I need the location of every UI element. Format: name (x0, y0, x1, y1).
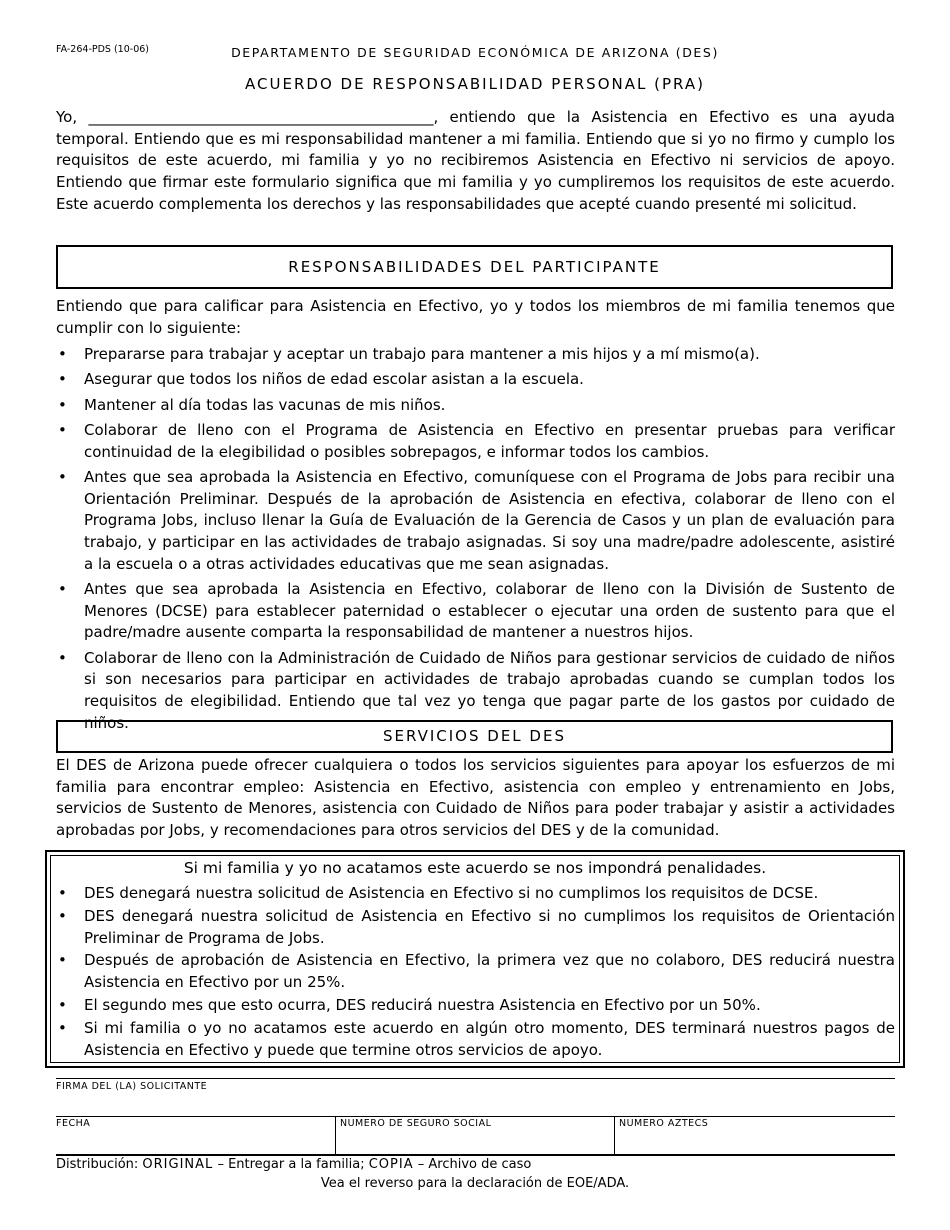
list-item: • Antes que sea aprobada la Asistencia en Efectivo, comuníquese con el Programa de Jobs para recibir una Orientación Preliminar. Después de la aprobación de Asistencia en efectiva, colaborar de lleno con el Programa Jobs, incluso llenar la Guía de Evaluación de la Gerencia de Casos y un plan de evaluación para trabajo, y participar en las actividades de trabajo asignadas. Si soy una madre/padre adolescente, asistiré a la escuela o a otras actividades educativas que me sean asignadas. (56, 467, 895, 576)
list-item: • Colaborar de lleno con la Administración de Cuidado de Niños para gestionar servicios de cuidado de niños si son necesarios para participar en actividades de trabajo aprobadas cuando se cumplan todos los requisitos de elegibilidad. Entiendo que tal vez yo tenga que pagar parte de los gastos por cuidado de niños. (56, 648, 895, 735)
field-separator (614, 1116, 615, 1155)
list-item: • DES denegará nuestra solicitud de Asistencia en Efectivo si no cumplimos los requisitos de DCSE. (56, 883, 895, 905)
list-item: • Mantener al día todas las vacunas de mis niños. (56, 395, 895, 417)
copy-text: – Archivo de caso (417, 1157, 532, 1172)
aztecs-label: NUMERO AZTECS (619, 1118, 709, 1129)
list-item: • DES denegará nuestra solicitud de Asistencia en Efectivo si no cumplimos los requisitos de Orientación Preliminar de Programa de Jobs. (56, 906, 895, 949)
participant-list (56, 344, 895, 738)
ssn-label: NUMERO DE SEGURO SOCIAL (340, 1118, 492, 1129)
bottom-rule (56, 1154, 895, 1156)
original-text: – Entregar a la familia; (217, 1157, 365, 1172)
list-item: • Colaborar de lleno con el Programa de Asistencia en Efectivo en presentar pruebas para verificar continuidad de la elegibilidad o posibles sobrepagos, e informar todos los cambios. (56, 420, 895, 463)
signature-label: FIRMA DEL (LA) SOLICITANTE (56, 1081, 208, 1092)
penalties-title: Si mi familia y yo no acatamos este acuerdo se nos impondrá penalidades. (183, 859, 767, 877)
list-item: • Si mi familia o yo no acatamos este acuerdo en algún otro momento, DES terminará nuestros pagos de Asistencia en Efectivo y puede que termine otros servicios de apoyo. (56, 1018, 895, 1061)
list-item: • Antes que sea aprobada la Asistencia en Efectivo, colaborar de lleno con la División de Sustento de Menores (DCSE) para establecer paternidad o establecer o ejecutar una orden de sustento para que el padre/madre ausente comparta la responsabilidad de mantener a nuestros hijos. (56, 579, 895, 644)
original-label: ORIGINAL (142, 1157, 214, 1172)
distribution-label: Distribución: (56, 1157, 139, 1172)
list-item: • Después de aprobación de Asistencia en Efectivo, la primera vez que no colaboro, DES reducirá nuestra Asistencia en Efectivo por un 25%. (56, 950, 895, 993)
services-paragraph: El DES de Arizona puede ofrecer cualquiera o todos los servicios siguientes para apoyar los esfuerzos de mi familia para encontrar empleo: Asistencia en Efectivo, asistencia con empleo y entrenamiento en Jobs, servicios de Sustento de Menores, asistencia con Cuidado de Niños para poder trabajar y asistir a actividades aprobadas por Jobs, y recomendaciones para otros servicios del DES y de la comunidad. (56, 756, 895, 840)
field-divider (56, 1116, 895, 1117)
list-item: • Asegurar que todos los niños de edad escolar asistan a la escuela. (56, 369, 895, 391)
form-id: FA-264-PDS (10-06) (56, 44, 149, 55)
penalties-list (56, 883, 895, 1063)
copy-label: COPIA (368, 1157, 414, 1172)
list-item: • El segundo mes que esto ocurra, DES reducirá nuestra Asistencia en Efectivo por un 50%. (56, 995, 895, 1017)
distribution-note (56, 1157, 531, 1172)
eoe-note: Vea el reverso para la declaración de EOE/ADA. (320, 1176, 630, 1191)
document-title: ACUERDO DE RESPONSABILIDAD PERSONAL (PRA) (245, 75, 705, 93)
date-label: FECHA (56, 1118, 91, 1129)
services-heading: SERVICIOS DEL DES (56, 720, 893, 753)
field-separator (335, 1116, 336, 1155)
agency-name: DEPARTAMENTO DE SEGURIDAD ECONÓMICA DE ARIZONA (DES) (231, 45, 719, 60)
signature-line (56, 1078, 895, 1079)
intro-paragraph: Yo, ______________________________________________, entiendo que la Asistencia en Efectivo es una ayuda temporal. Entiendo que es mi responsabilidad mantener a mi familia. Entiendo que si yo no firmo y cumplo los requisitos de este acuerdo, mi familia y yo no recibiremos Asistencia en Efectivo ni servicios de apoyo. Entiendo que firmar este formulario significa que mi familia y yo cumpliremos los requisitos de este acuerdo. Este acuerdo complementa los derechos y las responsabilidades que acepté cuando presenté mi solicitud. (56, 108, 895, 213)
participant-lead: Entiendo que para calificar para Asistencia en Efectivo, yo y todos los miembros de mi familia tenemos que cumplir con lo siguiente: (56, 297, 895, 337)
list-item: • Prepararse para trabajar y aceptar un trabajo para mantener a mis hijos y a mí mismo(a). (56, 344, 895, 366)
participant-heading: RESPONSABILIDADES DEL PARTICIPANTE (56, 245, 893, 289)
